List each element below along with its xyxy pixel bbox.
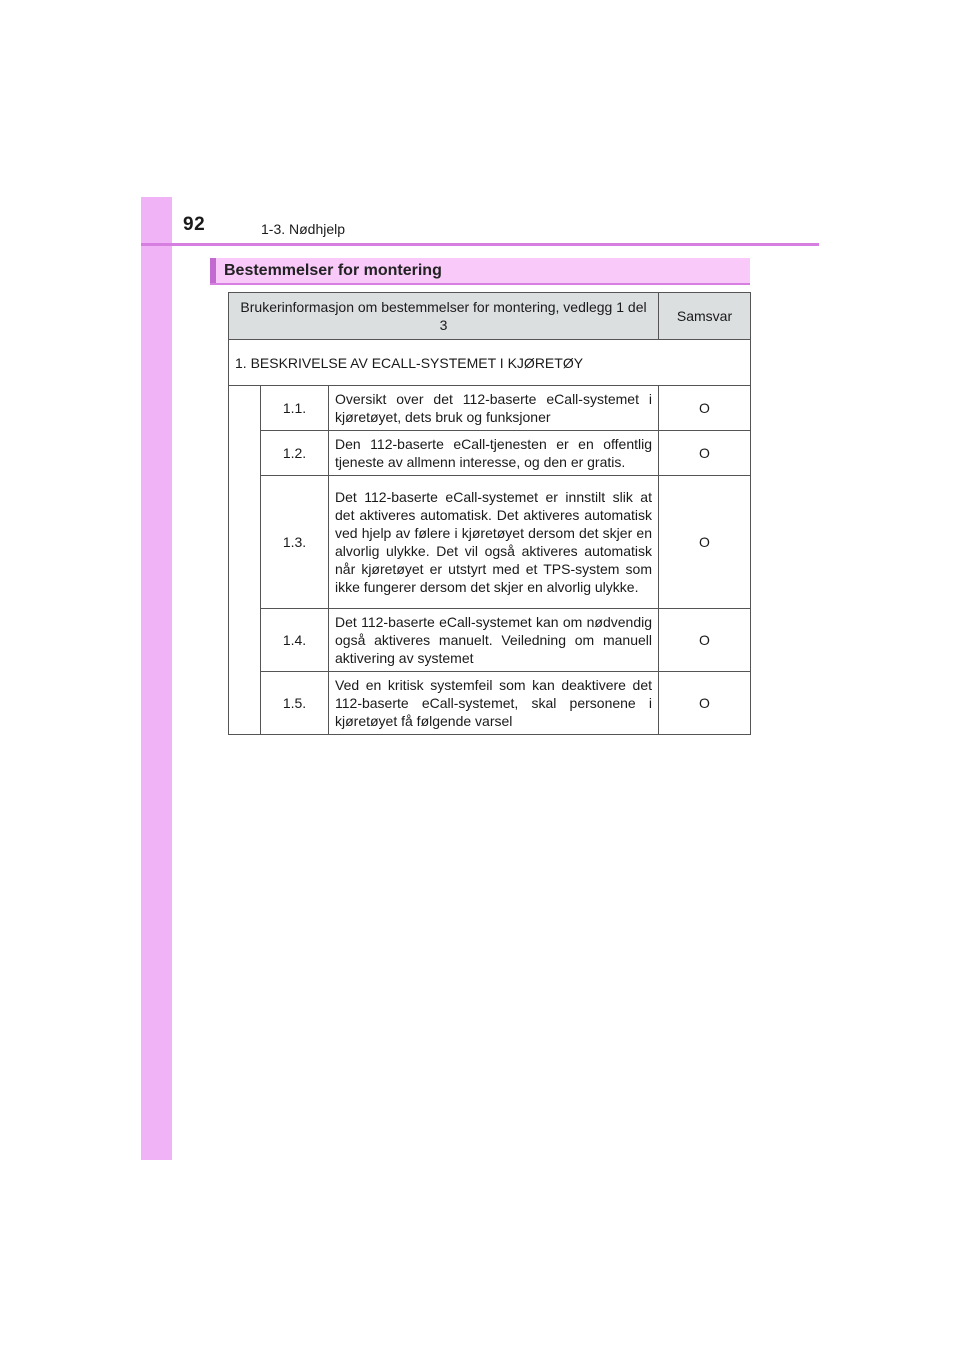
table-row <box>229 431 751 476</box>
row-compliance: O <box>659 609 751 672</box>
page-number: 92 <box>183 214 206 235</box>
row-number: 1.3. <box>261 476 329 609</box>
column-header-info: Brukerinformasjon om bestemmelser for montering, vedlegg 1 del 3 <box>229 293 659 340</box>
column-header-compliance: Samsvar <box>659 293 751 340</box>
table-header-row <box>229 293 751 340</box>
section-label: 1-3. Nødhjelp <box>261 221 346 237</box>
indent-cell <box>229 386 261 735</box>
row-compliance: O <box>659 386 751 431</box>
side-color-strip <box>141 197 172 1160</box>
row-text: Det 112-baserte eCall-systemet er innstilt slik at det aktiveres automatisk. Det aktiveres automatisk ved hjelp av følere i kjøretøyet dersom det skjer en alvorlig ulykke. Det vil også aktiveres automatisk når kjøretøyet er utstyrt med et TPS-system som ikke fungerer dersom det skjer en alvorlig ulykke. <box>329 476 659 609</box>
table-section-row <box>229 340 751 386</box>
row-number: 1.2. <box>261 431 329 476</box>
header-rule <box>141 243 819 246</box>
regulations-table <box>228 292 751 735</box>
section-heading <box>210 258 750 285</box>
row-text: Den 112-baserte eCall-tjenesten er en offentlig tjeneste av allmenn interesse, og den er gratis. <box>329 431 659 476</box>
table-row <box>229 476 751 609</box>
row-text: Ved en kritisk systemfeil som kan deaktivere det 112-baserte eCall-systemet, skal personene i kjøretøyet få følgende varsel <box>329 672 659 735</box>
heading-accent-bar <box>210 258 216 283</box>
row-text: Det 112-baserte eCall-systemet kan om nødvendig også aktiveres manuelt. Veiledning om manuell aktivering av systemet <box>329 609 659 672</box>
row-compliance: O <box>659 672 751 735</box>
section-row-label: 1. BESKRIVELSE AV ECALL-SYSTEMET I KJØRETØY <box>229 340 751 386</box>
table-row <box>229 609 751 672</box>
row-number: 1.4. <box>261 609 329 672</box>
row-compliance: O <box>659 431 751 476</box>
table-row <box>229 386 751 431</box>
row-number: 1.1. <box>261 386 329 431</box>
row-number: 1.5. <box>261 672 329 735</box>
section-heading-title: Bestemmelser for montering <box>224 262 442 279</box>
row-text: Oversikt over det 112-baserte eCall-systemet i kjøretøyet, dets bruk og funksjoner <box>329 386 659 431</box>
row-compliance: O <box>659 476 751 609</box>
table-row <box>229 672 751 735</box>
